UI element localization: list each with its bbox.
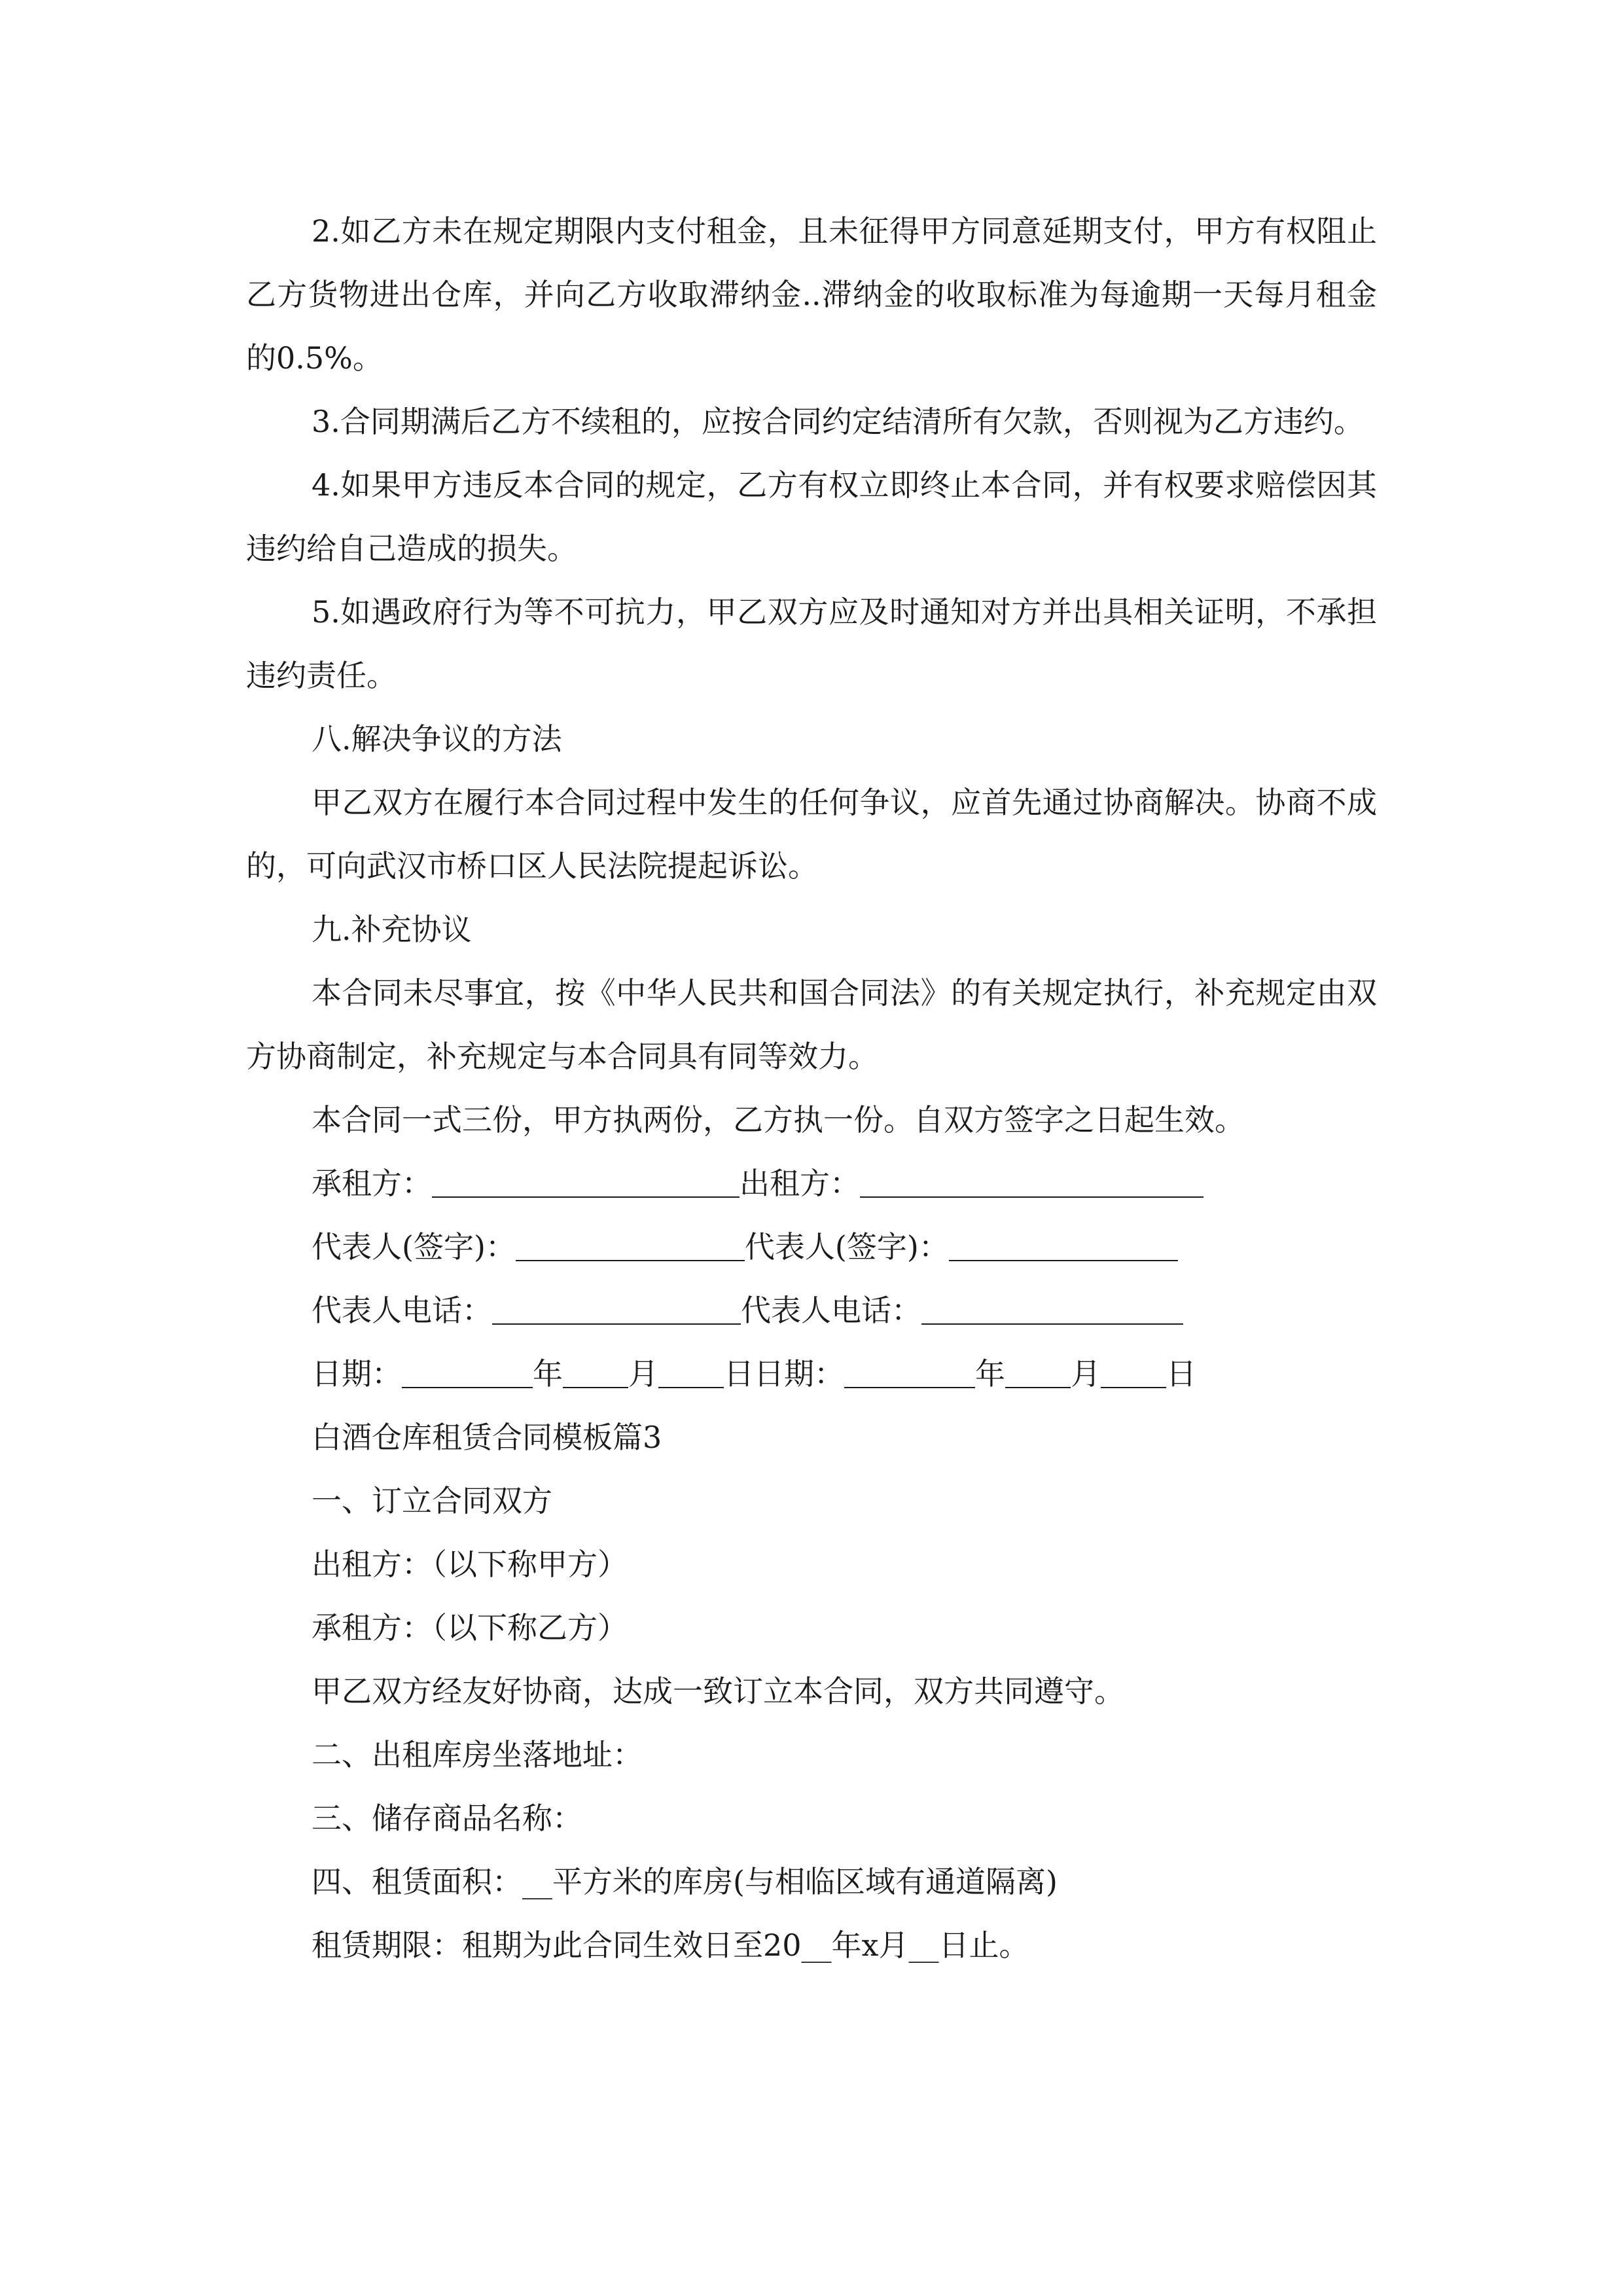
section-8-heading: 八.解决争议的方法	[312, 721, 562, 757]
month-blank-a	[563, 1357, 628, 1388]
rep-sign-label-b: 代表人(签字)：	[744, 1229, 949, 1265]
lease-term-line: 租赁期限：租期为此合同生效日至20__年x月__日止。	[312, 1928, 1029, 1963]
date-label-a: 日期：	[312, 1356, 402, 1391]
month-a: 月	[628, 1356, 658, 1391]
year-b: 年	[975, 1356, 1005, 1391]
rep-sign-blank-a	[516, 1230, 745, 1261]
rep-phone-label-b: 代表人电话：	[741, 1293, 921, 1328]
section-9-body: 本合同未尽事宜，按《中华人民共和国合同法》的有关规定执行，补充规定由双方协商制定，补充规定与本合同具有同等效力。	[246, 975, 1377, 1074]
clause-2: 2.如乙方未在规定期限内支付租金，且未征得甲方同意延期支付，甲方有权阻止乙方货物进出仓库，并向乙方收取滞纳金..滞纳金的收取标准为每逾期一天每月租金的0.5%。	[246, 213, 1377, 376]
section-1-heading: 一、订立合同双方	[312, 1483, 552, 1518]
template-3-title: 白酒仓库租赁合同模板篇3	[312, 1420, 662, 1455]
rep-sign-label-a: 代表人(签字)：	[312, 1229, 516, 1265]
lessee-blank	[432, 1166, 740, 1198]
section-8-body: 甲乙双方在履行本合同过程中发生的任何争议，应首先通过协商解决。协商不成的，可向武汉市桥口区人民法院提起诉讼。	[246, 785, 1377, 884]
date-label-b: 日期：	[754, 1356, 844, 1391]
month-blank-b	[1005, 1357, 1071, 1388]
section-2-heading: 二、出租库房坐落地址：	[312, 1737, 643, 1772]
lessor-party-line: 出租方：（以下称甲方）	[312, 1547, 628, 1582]
rep-sign-blank-b	[949, 1230, 1178, 1261]
year-blank-a	[402, 1357, 533, 1388]
day-a: 日	[724, 1356, 754, 1391]
month-b: 月	[1071, 1356, 1101, 1391]
year-blank-b	[844, 1357, 975, 1388]
document-page	[246, 200, 1377, 1977]
day-blank-b	[1101, 1357, 1166, 1388]
lessee-label: 承租方：	[312, 1166, 432, 1201]
signature-date-row	[246, 1342, 1377, 1406]
section-4-heading: 四、租赁面积：__平方米的库房(与相临区域有通道隔离)	[312, 1864, 1058, 1899]
signature-parties-row	[246, 1152, 1377, 1215]
signature-phone-row	[246, 1279, 1377, 1342]
year-a: 年	[533, 1356, 563, 1391]
day-b: 日	[1166, 1356, 1196, 1391]
clause-4: 4.如果甲方违反本合同的规定，乙方有权立即终止本合同，并有权要求赔偿因其违约给自己造成的损失。	[246, 467, 1377, 566]
clause-5: 5.如遇政府行为等不可抗力，甲乙双方应及时通知对方并出具相关证明，不承担违约责任。	[246, 594, 1377, 693]
lessee-party-line: 承租方：（以下称乙方）	[312, 1610, 628, 1645]
day-blank-a	[658, 1357, 724, 1388]
signature-rep-row	[246, 1215, 1377, 1279]
rep-phone-blank-b	[921, 1293, 1183, 1325]
lessor-label: 出租方：	[740, 1166, 860, 1201]
agreement-statement: 甲乙双方经友好协商，达成一致订立本合同，双方共同遵守。	[312, 1674, 1124, 1709]
section-3-heading: 三、储存商品名称：	[312, 1801, 582, 1836]
section-9-heading: 九.补充协议	[312, 912, 472, 947]
clause-3: 3.合同期满后乙方不续租的，应按合同约定结清所有欠款，否则视为乙方违约。	[312, 404, 1364, 439]
rep-phone-blank-a	[492, 1293, 741, 1325]
rep-phone-label-a: 代表人电话：	[312, 1293, 492, 1328]
lessor-blank	[860, 1166, 1204, 1198]
copies-statement: 本合同一式三份，甲方执两份，乙方执一份。自双方签字之日起生效。	[312, 1102, 1245, 1138]
